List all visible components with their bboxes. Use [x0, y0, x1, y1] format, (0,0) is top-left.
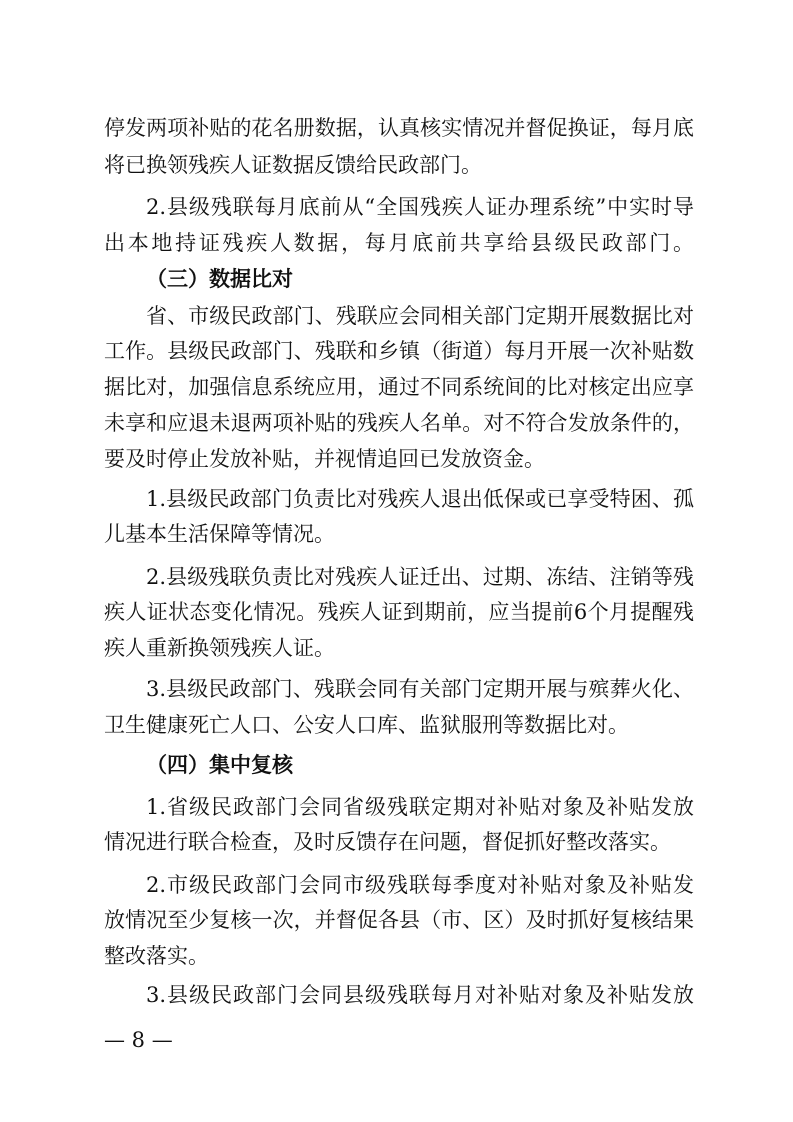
body-line: 1.省级民政部门会同省级残联定期对补贴对象及补贴发放	[146, 795, 694, 819]
body-line: 情况进行联合检查，及时反馈存在问题，督促抓好整改落实。	[104, 830, 671, 854]
body-line: 2.县级残联负责比对残疾人证迁出、过期、冻结、注销等残	[146, 565, 694, 589]
body-line: 卫生健康死亡人口、公安人口库、监狱服刑等数据比对。	[104, 713, 629, 737]
body-line: 据比对，加强信息系统应用，通过不同系统间的比对核定出应享	[104, 375, 694, 399]
body-line: 2.市级民政部门会同市级残联每季度对补贴对象及补贴发	[146, 873, 694, 897]
body-line: 1.县级民政部门负责比对残疾人退出低保或已享受特困、孤	[146, 487, 694, 511]
section-heading: （四）集中复核	[146, 753, 293, 777]
body-line: 3.县级民政部门会同县级残联每月对补贴对象及补贴发放	[146, 983, 694, 1007]
body-line: 工作。县级民政部门、残联和乡镇（街道）每月开展一次补贴数	[104, 339, 694, 363]
section-heading: （三）数据比对	[146, 267, 293, 291]
body-line: 2.县级残联每月底前从“全国残疾人证办理系统”中实时导	[146, 195, 694, 219]
body-line: 停发两项补贴的花名册数据，认真核实情况并督促换证，每月底	[104, 116, 694, 140]
body-line: 疾人重新换领残疾人证。	[104, 636, 335, 660]
body-line: 整改落实。	[104, 944, 209, 968]
body-line: 将已换领残疾人证数据反馈给民政部门。	[104, 153, 482, 177]
body-line: 未享和应退未退两项补贴的残疾人名单。对不符合发放条件的，	[104, 411, 694, 435]
body-line: 3.县级民政部门、残联会同有关部门定期开展与殡葬火化、	[146, 677, 694, 701]
body-line: 儿基本生活保障等情况。	[104, 522, 335, 546]
body-line: 要及时停止发放补贴，并视情追回已发放资金。	[104, 447, 545, 471]
page-number: — 8 —	[104, 1028, 173, 1052]
body-line: 疾人证状态变化情况。残疾人证到期前，应当提前6个月提醒残	[104, 600, 694, 624]
body-line: 出本地持证残疾人数据，每月底前共享给县级民政部门。	[104, 231, 694, 255]
body-line: 省、市级民政部门、残联应会同相关部门定期开展数据比对	[146, 304, 694, 328]
body-line: 放情况至少复核一次，并督促各县（市、区）及时抓好复核结果	[104, 908, 694, 932]
